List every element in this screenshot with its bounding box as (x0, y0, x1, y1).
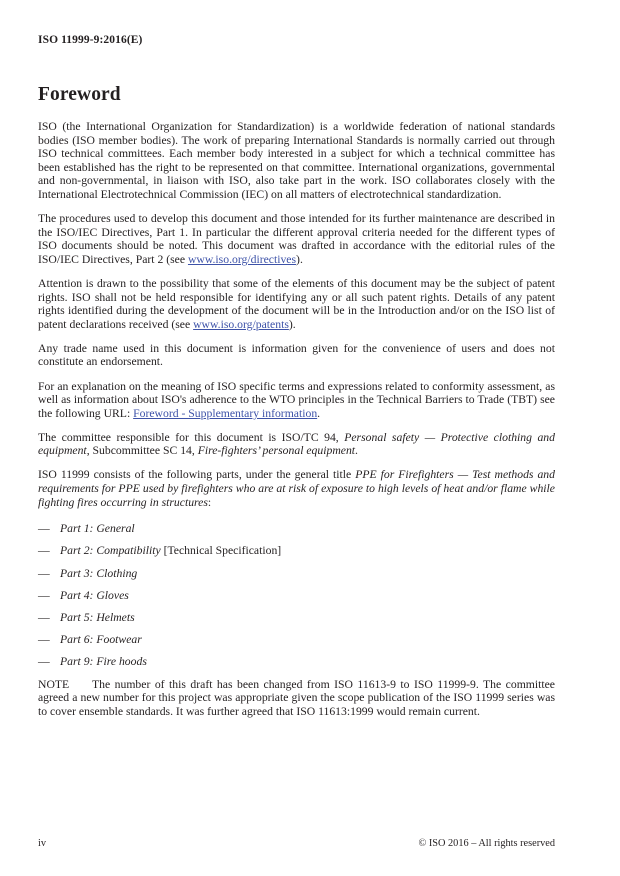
em-dash-icon: — (38, 588, 50, 602)
paragraph-procedures-text-before: The procedures used to develop this document and those intended for its further maintenance are described in the ISO/IEC Directives, Part 1. In particular the different approval criteria needed for the different types of ISO documents should be noted. This document was drafted in accordance with the editorial rules of the ISO/IEC Directives, Part 2 (see (38, 212, 555, 266)
part-title: Part 3: Clothing (60, 566, 138, 580)
paragraph-procedures-text-after: ). (296, 252, 303, 266)
list-item (38, 522, 555, 536)
link-foreword-supplementary-information[interactable]: Foreword - Supplementary information (133, 406, 318, 420)
part-suffix: [Technical Specification] (160, 544, 282, 558)
part-title: Part 9: Fire hoods (60, 655, 147, 669)
committee-title-sc14: Fire-fighters’ personal equipment (197, 444, 356, 458)
paragraph-committee (38, 431, 555, 458)
paragraph-iso-definition: ISO (the International Organization for Standardization) is a worldwide federation of national standards bodies (ISO member bodies). The work of preparing International Standards is normally carried out through ISO technical committees. Each member body interested in a subject for which a technical committee has been established has the right to be represented on that committee. International organizations, governmental and non-governmental, in liaison with ISO, also take part in the work. ISO collaborates closely with the International Electrotechnical Commission (IEC) on all matters of electrotechnical standardization. (38, 120, 555, 201)
committee-text-a: The committee responsible for this document is ISO/TC 94, (38, 430, 345, 444)
em-dash-icon: — (38, 655, 50, 669)
page-title: Foreword (38, 84, 121, 105)
parts-intro-general-title: PPE for Firefighters — Test methods and requirements for PPE used by firefighters who are at risk of exposure to high levels of heat and/or flame while fighting fires occurring in structures (38, 468, 555, 509)
page-footer (38, 837, 555, 850)
note-text: The number of this draft has been changed from ISO 11613-9 to ISO 11999-9. The committee agreed a new number for this project was appropriate given the scope publication of the ISO 11999 series was to cover ensemble standards. It was further agreed that ISO 11613:1999 would remain current. (38, 677, 555, 718)
paragraph-patent-rights (38, 277, 555, 331)
copyright-notice: © ISO 2016 – All rights reserved (418, 838, 555, 849)
note-block (38, 678, 555, 719)
paragraph-trade-name: Any trade name used in this document is information given for the convenience of users and does not constitute an endorsement. (38, 341, 555, 369)
part-title: Part 5: Helmets (60, 611, 135, 624)
parts-intro-text-a: ISO 11999 consists of the following parts, under the general title (38, 468, 356, 482)
note-label: NOTE (38, 677, 70, 691)
part-title: Part 1: General (60, 522, 135, 536)
list-item (38, 611, 555, 625)
link-iso-directives[interactable]: www.iso.org/directives (187, 252, 297, 266)
committee-text-c: . (355, 444, 358, 458)
paragraph-procedures (38, 212, 555, 266)
em-dash-icon: — (38, 544, 50, 558)
parts-list (38, 522, 555, 669)
link-iso-patents[interactable]: www.iso.org/patents (193, 317, 289, 331)
document-body (38, 120, 555, 718)
em-dash-icon: — (38, 522, 50, 536)
paragraph-patent-text-after: ). (288, 317, 296, 331)
parts-intro-text-b: : (207, 495, 212, 509)
list-item (38, 633, 555, 647)
paragraph-conformity-assessment (38, 380, 555, 421)
committee-title-tc94: Personal safety — Protective clothing and equipment (38, 430, 555, 458)
document-header: ISO 11999-9:2016(E) (38, 34, 143, 46)
part-title: Part 4: Gloves (60, 588, 129, 602)
list-item (38, 589, 555, 603)
em-dash-icon: — (38, 566, 50, 580)
paragraph-parts-intro (38, 468, 555, 509)
paragraph-conformity-text-before: For an explanation on the meaning of ISO specific terms and expressions related to conformity assessment, as well as information about ISO's adherence to the WTO principles in the Technical Barriers to Trade (TBT) see the following URL: (38, 379, 555, 420)
page-number: iv (38, 838, 47, 849)
committee-text-b: , Subcommittee SC 14, (86, 444, 198, 458)
part-title: Part 2: Compatibility (60, 544, 161, 558)
paragraph-patent-text-before: Attention is drawn to the possibility that some of the elements of this document may be the subject of patent rights. ISO shall not be held responsible for identifying any or all such patent rights. Details of any patent rights identified during the development of the document will be in the Introduction and/or on the ISO list of patent declarations received (see (38, 276, 555, 331)
em-dash-icon: — (38, 611, 50, 624)
list-item (38, 544, 555, 558)
list-item (38, 567, 555, 581)
list-item (38, 655, 555, 669)
em-dash-icon: — (38, 633, 50, 647)
part-title: Part 6: Footwear (60, 633, 142, 647)
paragraph-conformity-text-after: . (317, 406, 321, 420)
